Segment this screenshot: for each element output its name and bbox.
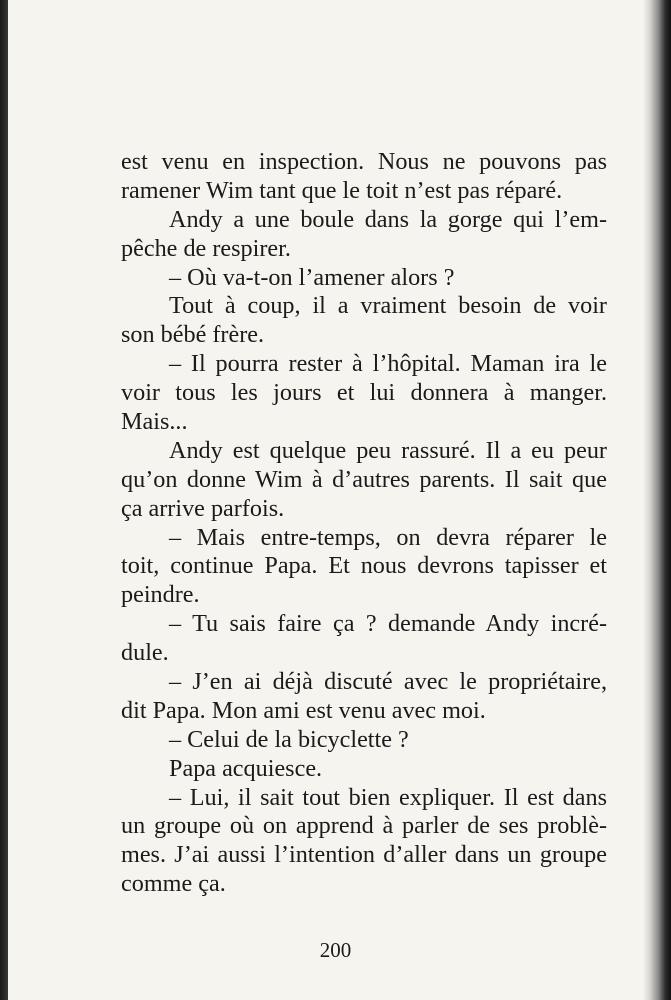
- text-line: dule.: [121, 639, 169, 667]
- left-page-edge: [0, 0, 8, 1000]
- text-line: Andy est quelque peu rassuré. Il a eu peur: [169, 436, 607, 464]
- text-line: – Tu sais faire ça ? demande Andy incré-: [169, 610, 607, 638]
- text-line: ça arrive parfois.: [121, 494, 285, 522]
- text-line: Papa acquiesce.: [169, 754, 323, 782]
- text-line: – Lui, il sait tout bien expliquer. Il est dans: [169, 783, 607, 811]
- text-line: Mais...: [121, 408, 188, 436]
- text-line: son bébé frère.: [121, 321, 265, 349]
- body-text: [121, 148, 607, 899]
- text-line: – Où va-t-on l’amener alors ?: [169, 263, 455, 291]
- text-line: voir tous les jours et lui donnera à manger.: [121, 379, 607, 407]
- text-line: – Il pourra rester à l’hôpital. Maman ira le: [169, 350, 607, 378]
- right-page-edge: [643, 0, 671, 1000]
- text-line: pêche de respirer.: [121, 234, 291, 262]
- text-line: ramener Wim tant que le toit n’est pas réparé.: [121, 176, 563, 204]
- text-line: un groupe où on apprend à parler de ses problè-: [121, 812, 607, 840]
- text-line: – J’en ai déjà discuté avec le propriétaire,: [169, 668, 607, 696]
- text-line: comme ça.: [121, 870, 226, 898]
- text-line: est venu en inspection. Nous ne pouvons pas: [121, 148, 607, 175]
- text-line: qu’on donne Wim à d’autres parents. Il sait que: [121, 465, 607, 493]
- text-line: – Celui de la bicyclette ?: [169, 725, 409, 753]
- text-line: toit, continue Papa. Et nous devrons tapisser et: [121, 552, 607, 580]
- text-line: Tout à coup, il a vraiment besoin de voir: [169, 292, 607, 320]
- text-line: peindre.: [121, 581, 200, 609]
- text-line: – Mais entre-temps, on devra réparer le: [169, 523, 607, 551]
- text-line: Andy a une boule dans la gorge qui l’em-: [169, 205, 607, 233]
- text-line: mes. J’ai aussi l’intention d’aller dans un groupe: [121, 841, 607, 869]
- page-number: 200: [319, 938, 352, 962]
- text-line: dit Papa. Mon ami est venu avec moi.: [121, 696, 486, 724]
